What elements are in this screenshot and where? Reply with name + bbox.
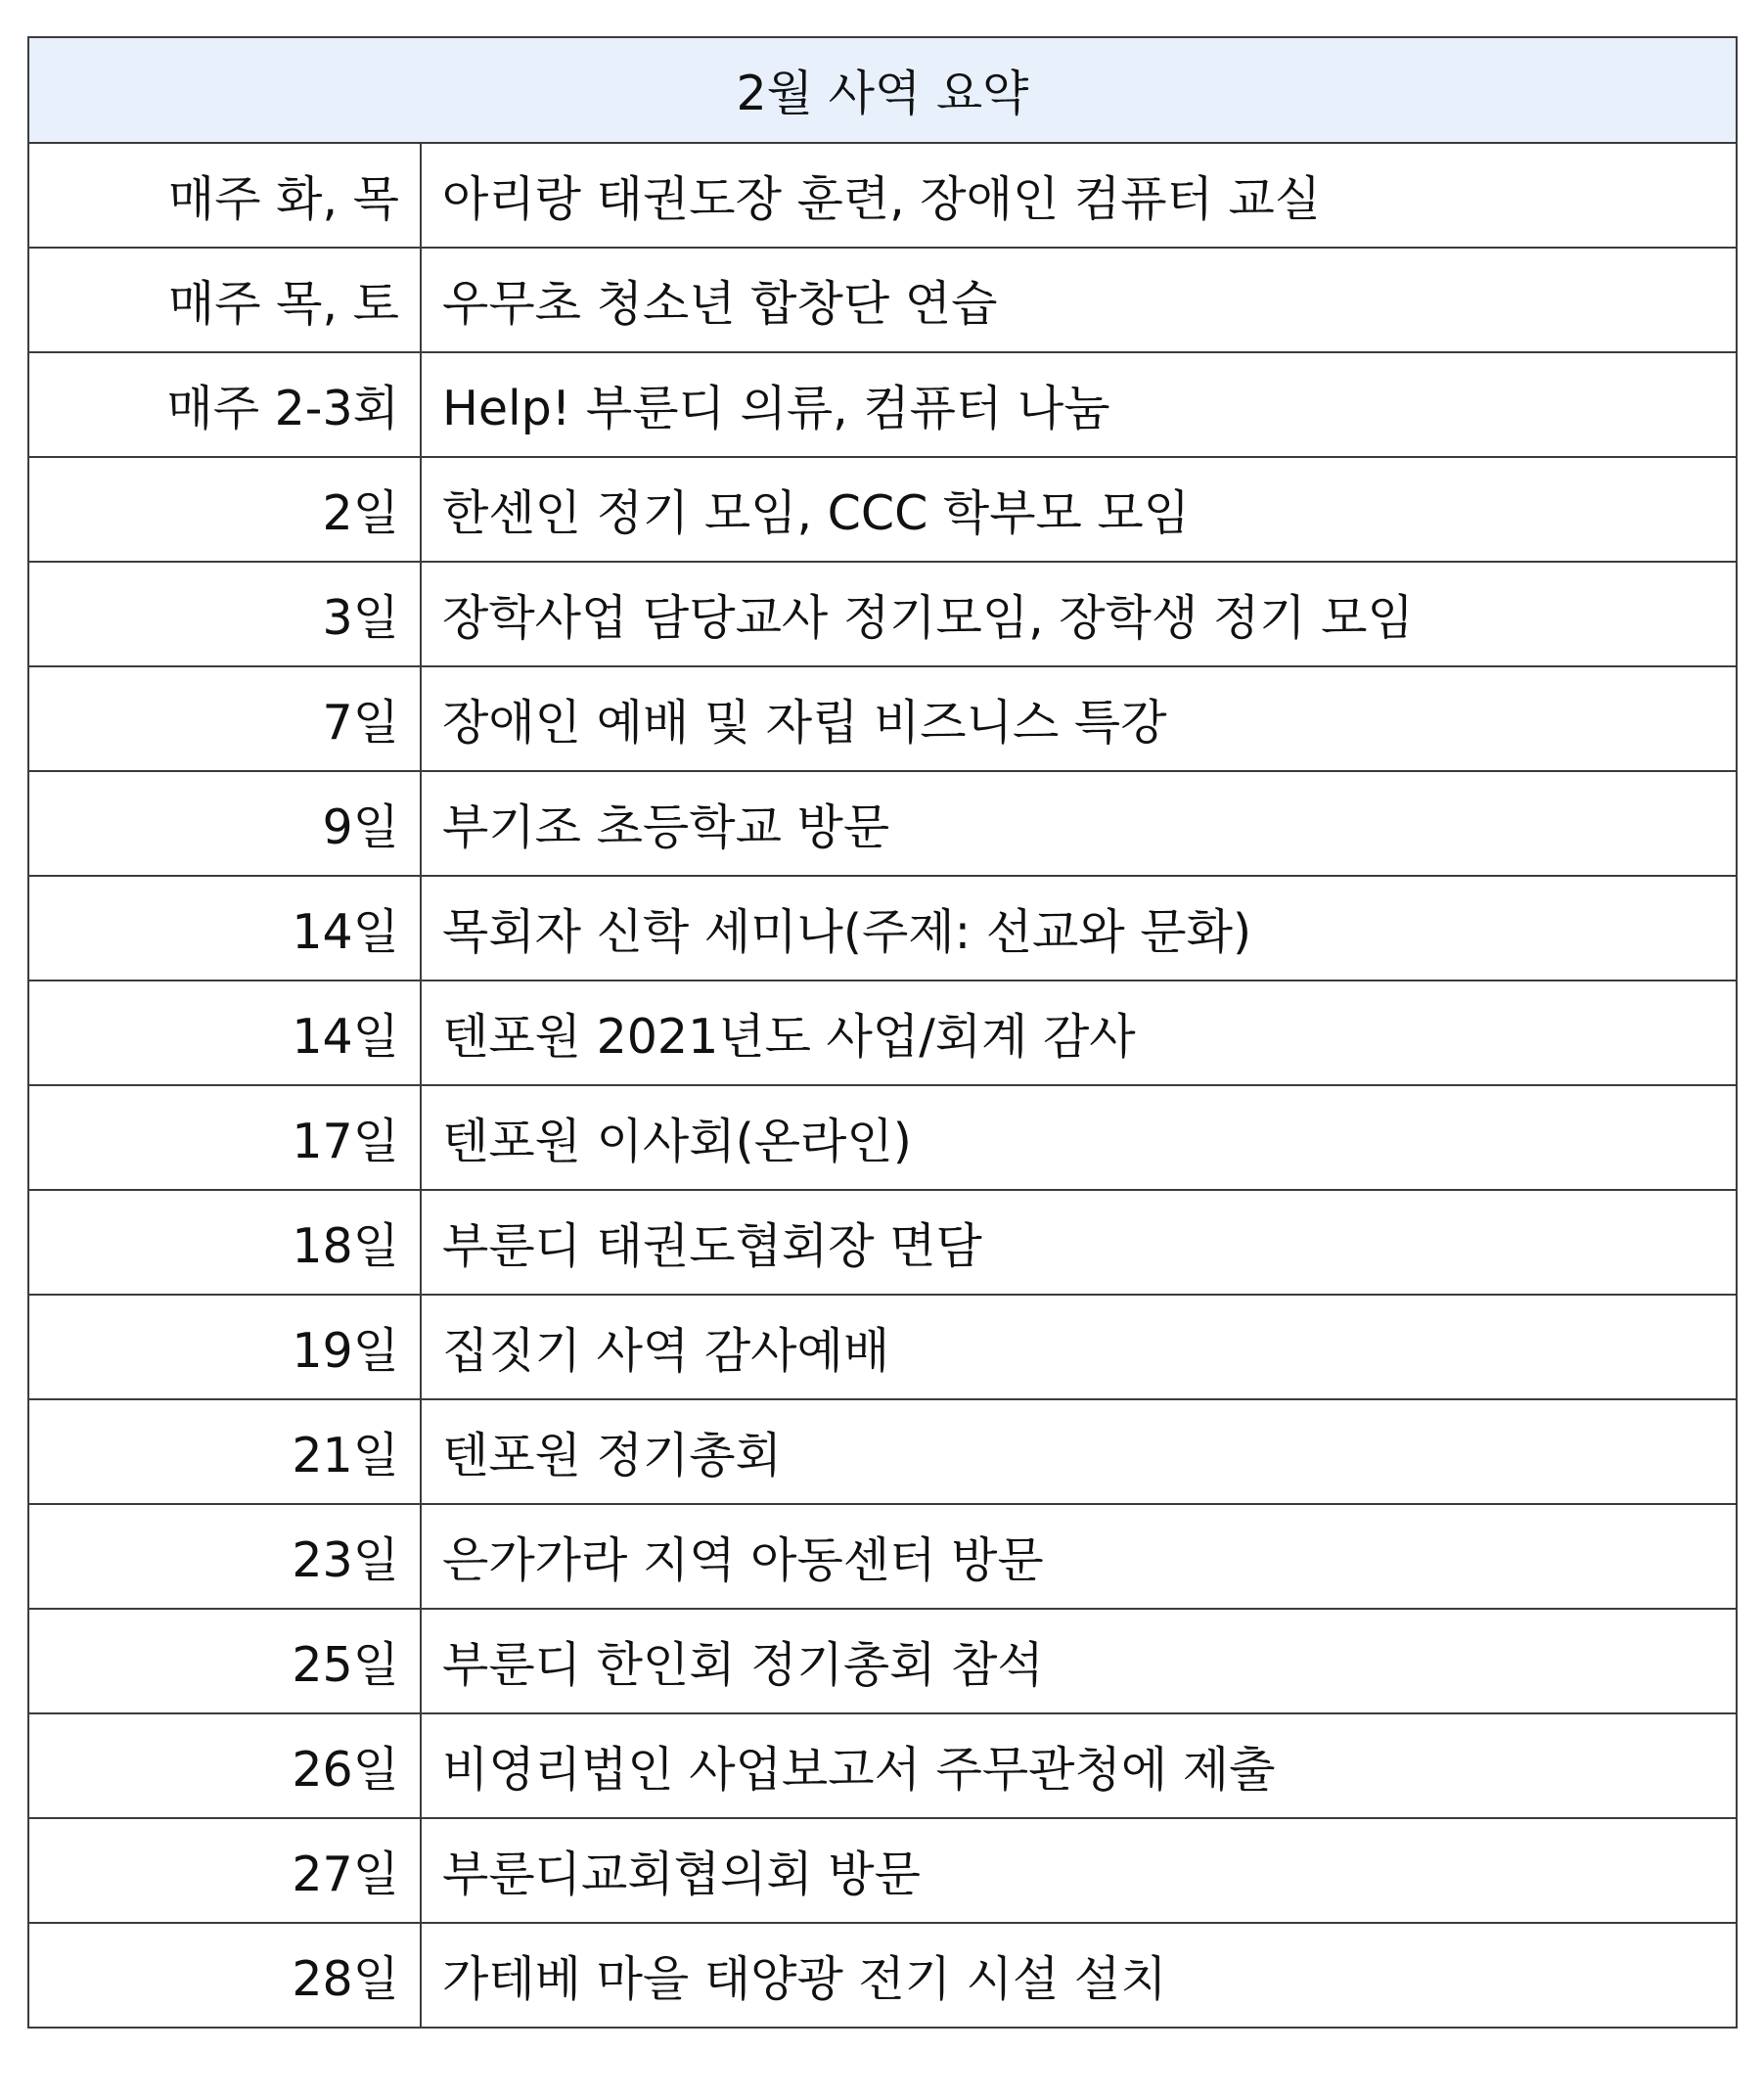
- table-row: [28, 1190, 1737, 1295]
- event-cell: Help! 부룬디 의류, 컴퓨터 나눔: [421, 352, 1737, 457]
- event-cell: 장학사업 담당교사 정기모임, 장학생 정기 모임: [421, 562, 1737, 666]
- table-row: [28, 1295, 1737, 1399]
- table-row: [28, 981, 1737, 1085]
- table-row: [28, 876, 1737, 981]
- event-cell: 부룬디교회협의회 방문: [421, 1818, 1737, 1923]
- table-header-row: [28, 37, 1737, 143]
- date-cell: 17일: [28, 1085, 421, 1190]
- date-cell: 26일: [28, 1713, 421, 1818]
- table-row: [28, 771, 1737, 876]
- table-row: [28, 1713, 1737, 1818]
- date-cell: 14일: [28, 981, 421, 1085]
- event-cell: 집짓기 사역 감사예배: [421, 1295, 1737, 1399]
- table-row: [28, 248, 1737, 352]
- date-cell: 14일: [28, 876, 421, 981]
- table-row: [28, 143, 1737, 248]
- date-cell: 23일: [28, 1504, 421, 1609]
- date-cell: 21일: [28, 1399, 421, 1504]
- event-cell: 장애인 예배 및 자립 비즈니스 특강: [421, 666, 1737, 771]
- date-cell: 매주 목, 토: [28, 248, 421, 352]
- table-row: [28, 1609, 1737, 1713]
- table-row: [28, 1504, 1737, 1609]
- event-cell: 텐포원 2021년도 사업/회계 감사: [421, 981, 1737, 1085]
- event-cell: 아리랑 태권도장 훈련, 장애인 컴퓨터 교실: [421, 143, 1737, 248]
- table-row: [28, 1923, 1737, 2028]
- table-body: [28, 143, 1737, 2028]
- table-row: [28, 562, 1737, 666]
- table-row: [28, 1818, 1737, 1923]
- date-cell: 3일: [28, 562, 421, 666]
- date-cell: 2일: [28, 457, 421, 562]
- date-cell: 28일: [28, 1923, 421, 2028]
- table-row: [28, 1399, 1737, 1504]
- event-cell: 텐포원 이사회(온라인): [421, 1085, 1737, 1190]
- date-cell: 19일: [28, 1295, 421, 1399]
- event-cell: 부룬디 한인회 정기총회 참석: [421, 1609, 1737, 1713]
- table-row: [28, 457, 1737, 562]
- table-title: 2월 사역 요약: [28, 37, 1737, 143]
- event-cell: 우무초 청소년 합창단 연습: [421, 248, 1737, 352]
- table-row: [28, 666, 1737, 771]
- date-cell: 매주 2-3회: [28, 352, 421, 457]
- date-cell: 7일: [28, 666, 421, 771]
- event-cell: 한센인 정기 모임, CCC 학부모 모임: [421, 457, 1737, 562]
- event-cell: 가테베 마을 태양광 전기 시설 설치: [421, 1923, 1737, 2028]
- date-cell: 27일: [28, 1818, 421, 1923]
- table-row: [28, 1085, 1737, 1190]
- event-cell: 은가가라 지역 아동센터 방문: [421, 1504, 1737, 1609]
- table-row: [28, 352, 1737, 457]
- date-cell: 18일: [28, 1190, 421, 1295]
- event-cell: 비영리법인 사업보고서 주무관청에 제출: [421, 1713, 1737, 1818]
- date-cell: 25일: [28, 1609, 421, 1713]
- ministry-summary-table: [27, 36, 1738, 2029]
- event-cell: 텐포원 정기총회: [421, 1399, 1737, 1504]
- event-cell: 부기조 초등학교 방문: [421, 771, 1737, 876]
- date-cell: 매주 화, 목: [28, 143, 421, 248]
- event-cell: 부룬디 태권도협회장 면담: [421, 1190, 1737, 1295]
- date-cell: 9일: [28, 771, 421, 876]
- event-cell: 목회자 신학 세미나(주제: 선교와 문화): [421, 876, 1737, 981]
